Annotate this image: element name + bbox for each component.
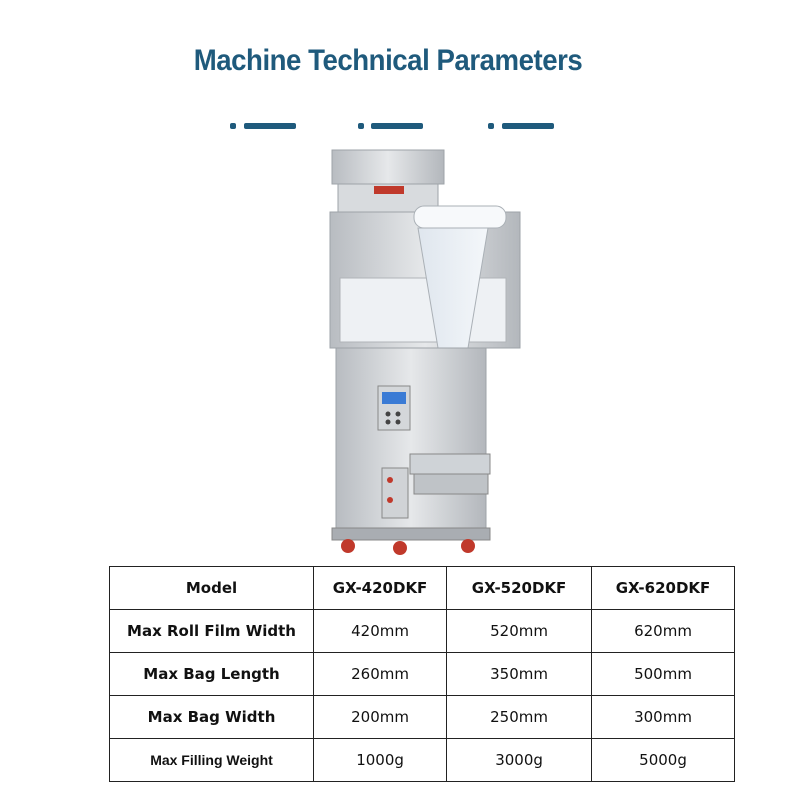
table-cell: 500mm: [592, 653, 735, 696]
table-row: [110, 653, 735, 696]
table-row: [110, 610, 735, 653]
table-header-row: [110, 567, 735, 610]
table-cell: 300mm: [592, 696, 735, 739]
table-cell: 620mm: [592, 610, 735, 653]
table-cell: 350mm: [447, 653, 592, 696]
table-row: [110, 739, 735, 782]
table-cell: 5000g: [592, 739, 735, 782]
page-title: Machine Technical Parameters: [193, 44, 583, 77]
table-cell: 1000g: [314, 739, 447, 782]
header-model: Model: [110, 567, 314, 610]
table-row: [110, 696, 735, 739]
packaging-machine-image: [318, 148, 528, 558]
row-label: Max Filling Weight: [110, 739, 314, 782]
table-cell: 420mm: [314, 610, 447, 653]
row-label: Max Roll Film Width: [110, 610, 314, 653]
header-gx-620dkf: GX-620DKF: [592, 567, 735, 610]
parameters-table: [109, 566, 735, 782]
header-gx-520dkf: GX-520DKF: [447, 567, 592, 610]
row-label: Max Bag Length: [110, 653, 314, 696]
table-cell: 260mm: [314, 653, 447, 696]
table-cell: 200mm: [314, 696, 447, 739]
table-cell: 250mm: [447, 696, 592, 739]
table-cell: 3000g: [447, 739, 592, 782]
row-label: Max Bag Width: [110, 696, 314, 739]
table-cell: 520mm: [447, 610, 592, 653]
header-gx-420dkf: GX-420DKF: [314, 567, 447, 610]
